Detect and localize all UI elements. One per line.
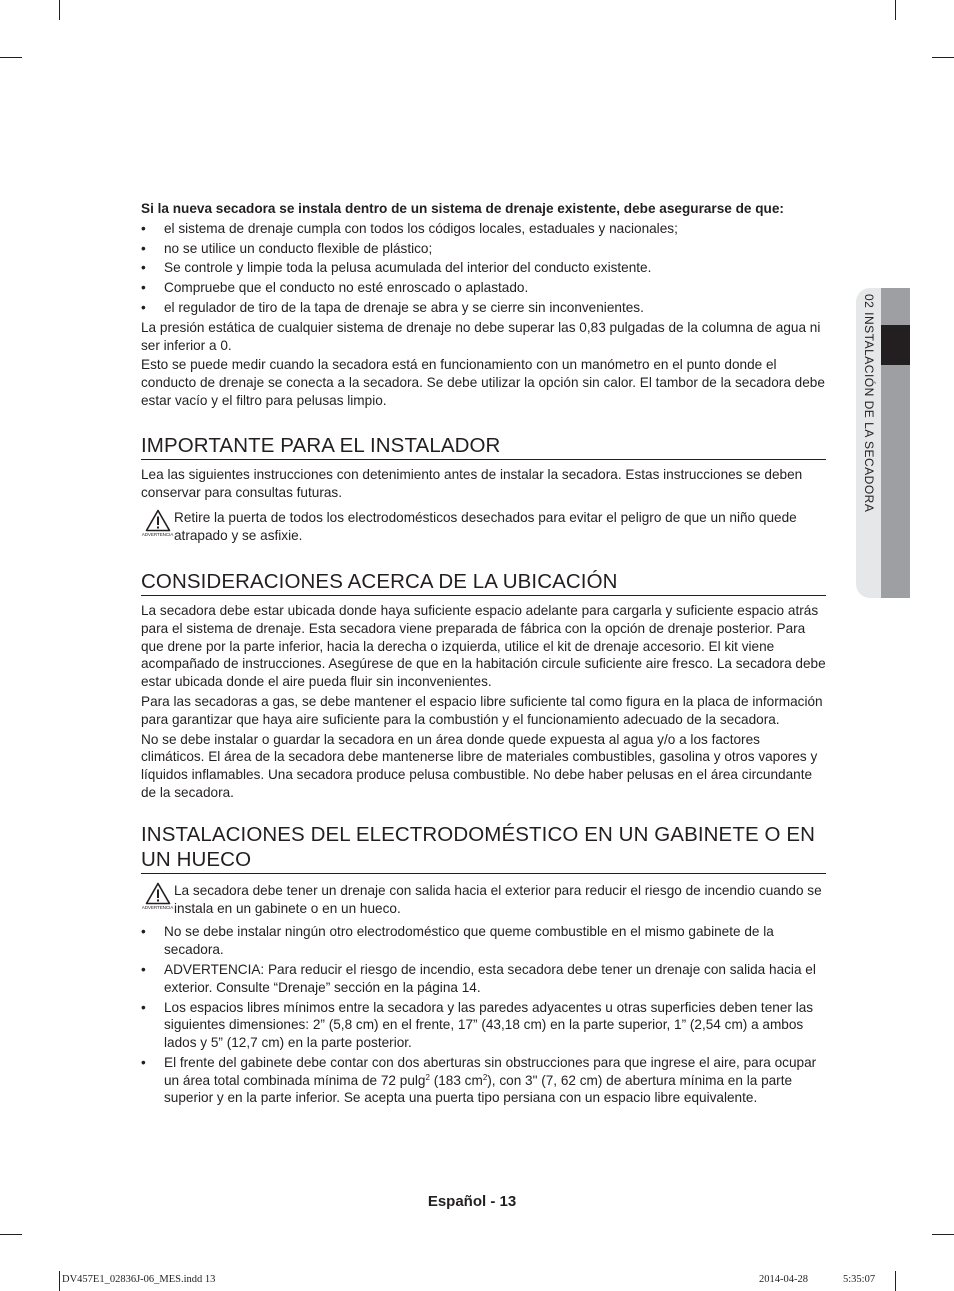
superscript: 2 [482, 1072, 488, 1082]
footer-date: 2014-04-28 [759, 1274, 808, 1285]
crop-mark-bottom-left-h [0, 1234, 22, 1235]
list-item: • el sistema de drenaje cumpla con todos los códigos locales, estaduales y nacionales; [141, 220, 826, 238]
list-item: • Se controle y limpie toda la pelusa acumulada del interior del conducto existente. [141, 259, 826, 277]
section-paragraph: Para las secadoras a gas, se debe mantener el espacio libre suficiente tal como figura en la placa de información para garantizar que haya aire suficiente para la combustión y el funcionamiento adecuado de la secadora. [141, 693, 823, 727]
page-content [141, 200, 826, 1109]
warning-icon [141, 509, 174, 537]
crop-mark-top-left-v [59, 0, 60, 20]
list-item-text: El frente del gabinete debe contar con dos aberturas sin obstrucciones para que ingrese el aire, para ocupar un área total combinada mínima de 72 pulg [164, 1054, 817, 1088]
crop-mark-top-right-v [895, 0, 896, 20]
list-item: • No se debe instalar ningún otro electrodoméstico que queme combustible en el mismo gabinete de la secadora. [141, 923, 826, 959]
warning-block [141, 509, 826, 545]
crop-mark-bottom-left-v [59, 1271, 60, 1291]
superscript: 2 [425, 1072, 430, 1082]
section-heading-cabinet: INSTALACIONES DEL ELECTRODOMÉSTICO EN UN GABINETE O EN UN HUECO [141, 822, 826, 874]
intro-paragraph: La presión estática de cualquier sistema de drenaje no debe superar las 0,83 pulgadas de la columna de agua ni ser inferior a 0. [141, 319, 821, 353]
list-item: • Compruebe que el conducto no esté enroscado o aplastado. [141, 279, 826, 297]
warning-text: La secadora debe tener un drenaje con salida hacia el exterior para reducir el riesgo de incendio cuando se instala en un gabinete o en un hueco. [174, 882, 822, 916]
list-item: • no se utilice un conducto flexible de plástico; [141, 240, 826, 258]
page-number [0, 1193, 954, 1210]
list-item: • el regulador de tiro de la tapa de drenaje se abra y se cierre sin inconvenientes. [141, 299, 826, 317]
warning-block [141, 882, 826, 918]
intro-bullet-list [141, 220, 826, 317]
side-tab-marker [881, 325, 910, 365]
warning-label: ADVERTENCIA [141, 532, 174, 538]
page-number-text: Español - 13 [427, 1193, 517, 1210]
crop-mark-bottom-right-h [932, 1234, 954, 1235]
footer-time: 5:35:07 [843, 1274, 876, 1285]
warning-text: Retire la puerta de todos los electrodomésticos desechados para evitar el peligro de que un niño quede atrapado y se asfixie. [174, 510, 797, 544]
list-item-text: ), con 3" (7, 62 cm) de abertura mínima en la parte superior y en la parte inferior. Se acepta una puerta tipo persiana con un espacio libre equivalente. [164, 1072, 793, 1106]
side-tab-label: 02 INSTALACIÓN DE LA SECADORA [862, 294, 876, 513]
section-paragraph: No se debe instalar o guardar la secadora en un área donde quede expuesta al agua y/o a los factores climáticos. El área de la secadora debe mantenerse libre de materiales combustibles, gasolina y otros vapores y líquidos inflamables. Una secadora produce pelusa combustible. No debe haber pelusas en el área circundante de la secadora. [141, 731, 818, 800]
list-item: • ADVERTENCIA: Para reducir el riesgo de incendio, esta secadora debe tener un drenaje con salida hacia el exterior. Consulte “Drenaje” sección en la página 14. [141, 961, 826, 997]
warning-label: ADVERTENCIA [141, 904, 174, 910]
section-paragraph: Lea las siguientes instrucciones con detenimiento antes de instalar la secadora. Estas instrucciones se deben conservar para consultas futuras. [141, 466, 803, 500]
crop-mark-top-left-h [0, 57, 22, 58]
section-heading-installer: IMPORTANTE PARA EL INSTALADOR [141, 433, 826, 460]
list-item: • Los espacios libres mínimos entre la secadora y las paredes adyacentes u otras superficies deben tener las siguientes dimensiones: 2” (5,8 cm) en el frente, 17” (43,18 cm) en la parte superior, 1” (2,54 cm) a ambos lados y 5” (12,7 cm) en la parte posterior. [141, 999, 826, 1052]
crop-mark-top-right-h [932, 57, 954, 58]
intro-paragraph: Esto se puede medir cuando la secadora está en funcionamiento con un manómetro en el punto donde el conducto de drenaje se conecta a la secadora. Se debe utilizar la opción sin calor. El tambor de la secadora debe estar vacío y el filtro para pelusas limpio. [141, 357, 825, 408]
crop-mark-bottom-right-v [895, 1271, 896, 1291]
section-heading-location: CONSIDERACIONES ACERCA DE LA UBICACIÓN [141, 569, 826, 596]
list-item [141, 1054, 826, 1107]
list-item-text: (183 cm [429, 1072, 483, 1088]
warning-icon [141, 882, 174, 910]
footer-filename: DV457E1_02836J-06_MES.indd 13 [62, 1274, 216, 1285]
cabinet-bullet-list [141, 923, 826, 1107]
intro-lead: Si la nueva secadora se instala dentro de un sistema de drenaje existente, debe asegurarse de que: [141, 201, 784, 216]
section-paragraph: La secadora debe estar ubicada donde haya suficiente espacio adelante para cargarla y suficiente espacio atrás para el sistema de drenaje. Esta secadora viene preparada de fábrica con la opción de drenaje posterior. Para que drene por la parte inferior, hacia la derecha o izquierda, utilice el kit de drenaje accesorio. El kit viene acompañado de instrucciones. Asegúrese de que en la habitación circule suficiente aire fresco. La secadora debe estar ubicada donde el aire pueda fluir sin inconvenientes. [141, 602, 826, 690]
